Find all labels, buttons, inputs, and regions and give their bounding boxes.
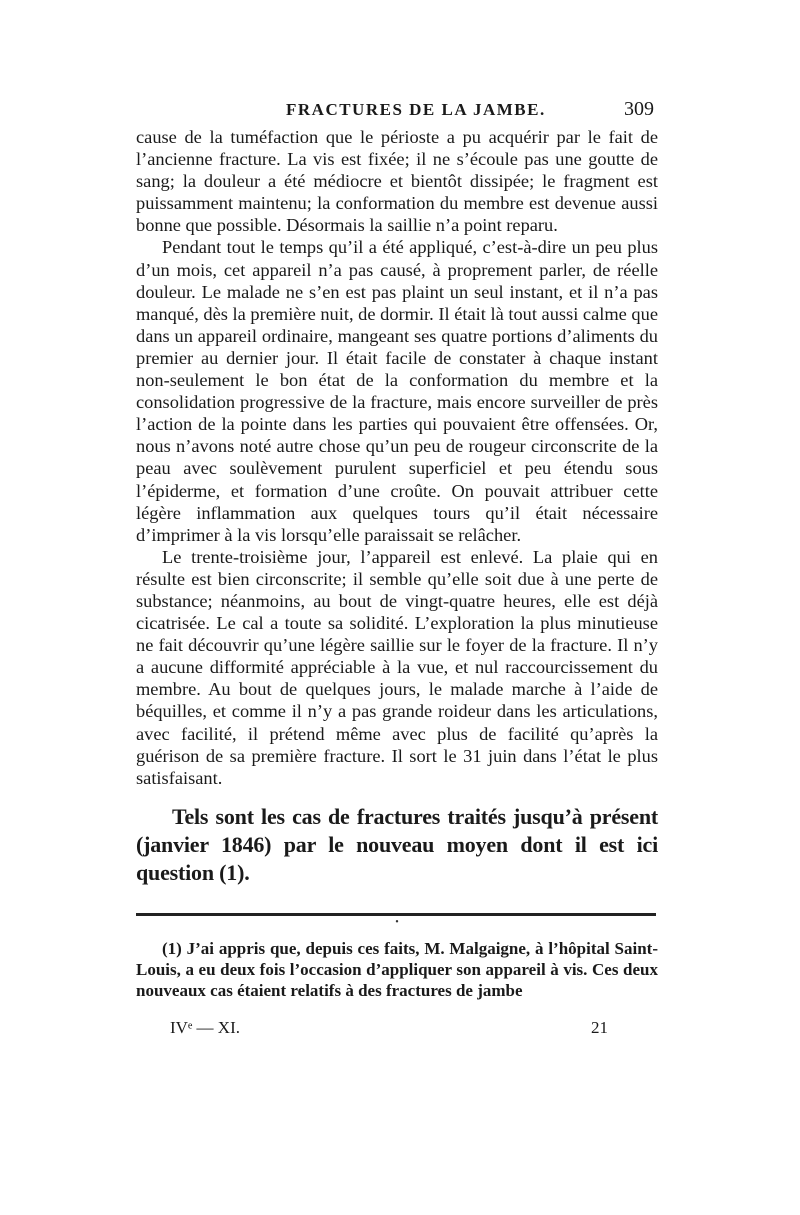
paragraph-continuation: cause de la tuméfaction que le périoste a pu acquérir par le fait de l’ancienne fracture. La vis est fixée; il ne s’écoule pas une goutte de sang; la douleur a été médiocre et bientôt dissipée; le fragment est puissamment maintenu; la conformation du membre est devenue aussi bonne que possible. Désormais la saillie n’a point reparu. <box>136 127 658 236</box>
page-number: 309 <box>624 98 654 120</box>
body-text <box>136 126 658 789</box>
running-head <box>136 96 658 126</box>
rule-mark: • <box>395 916 399 928</box>
sheet-signature: 21 <box>591 1017 608 1037</box>
book-page <box>136 96 658 1040</box>
running-title: FRACTURES DE LA JAMBE. <box>286 100 546 119</box>
footnote: (1) J’ai appris que, depuis ces faits, M. Malgaigne, à l’hôpital Saint-Louis, a eu deux fois l’occasion d’appliquer son appareil à vis. Ces deux nouveaux cas étaient relatifs à des fractures de jambe <box>136 938 658 1000</box>
volume-signature: IVᵉ — XI. <box>170 1017 240 1037</box>
paragraph-trente-troisieme-jour: Le trente-troisième jour, l’appareil est enlevé. La plaie qui en résulte est bien circonscrite; il semble qu’elle soit due à une perte de substance; néanmoins, au bout de vingt-quatre heures, elle est déjà cicatrisée. Le cal a toute sa solidité. L’exploration la plus minutieuse ne fait découvrir qu’une légère saillie sur le foyer de la fracture. Il n’y a aucune difformité appréciable à la vue, et nul raccourcissement du membre. Au bout de quelques jours, le malade marche à l’aide de béquilles, et comme il n’y a pas grande roideur dans les articulations, avec facilité, il prétend même avec plus de facilité qu’après la guérison de sa première fracture. Il sort le 31 juin dans l’état le plus satisfaisant. <box>136 546 658 788</box>
footnote-rule <box>136 913 656 916</box>
summary-statement: Tels sont les cas de fractures traités jusqu’à présent (janvier 1846) par le nouveau moyen dont il est ici question (1). <box>136 803 658 885</box>
signature-line <box>136 1018 658 1040</box>
paragraph-appareil: Pendant tout le temps qu’il a été appliqué, c’est-à-dire un peu plus d’un mois, cet appareil n’a pas causé, à proprement parler, de réelle douleur. Le malade ne s’en est pas plaint un seul instant, et il n’a pas manqué, dès la première nuit, de dormir. Il était là tout aussi calme que dans un appareil ordinaire, mangeant ses quatre portions d’aliments du premier au dernier jour. Il était facile de constater à chaque instant non-seulement le bon état de la conformation du membre et la consolidation progressive de la fracture, mais encore surveiller de près l’action de la pointe dans les parties qui pouvaient être offensées. Or, nous n’avons noté autre chose qu’un peu de rougeur circonscrite de la peau avec soulèvement purulent superficiel et peu étendu sous l’épiderme, et formation d’une croûte. On pouvait attribuer cette légère inflammation aux quelques tours qu’il était nécessaire d’imprimer à la vis lorsqu’elle paraissait se relâcher. <box>136 237 658 545</box>
